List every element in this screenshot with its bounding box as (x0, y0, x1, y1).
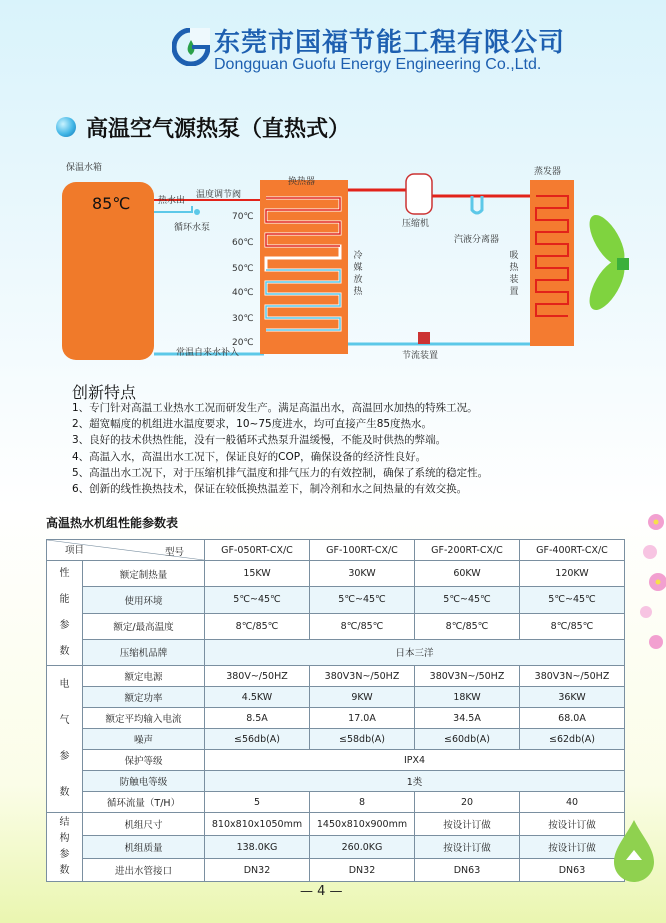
feature-item: 1、专门针对高温工业热水工况而研发生产。满足高温出水，高温回水加热的特殊工况。 (72, 402, 478, 414)
title-bullet-icon (56, 117, 76, 137)
cell: 138.0KG (205, 836, 310, 859)
heat-exchanger-label: 换热器 (288, 177, 316, 187)
refrigerant-release-label: 冷媒放热 (353, 251, 363, 297)
cell: 18KW (415, 687, 520, 708)
cell: 30KW (310, 561, 415, 587)
features-list (72, 400, 488, 497)
table-row (47, 792, 625, 813)
cell: 17.0A (310, 708, 415, 729)
cell: DN63 (415, 859, 520, 882)
table-row (47, 666, 625, 687)
cell: 8.5A (205, 708, 310, 729)
cell: 8℃/85℃ (205, 613, 310, 639)
temp-20: 20℃ (232, 338, 254, 348)
tank-temp: 85℃ (92, 194, 131, 213)
model-header: GF-100RT-CX/C (310, 540, 415, 561)
header-diagonal-cell (47, 540, 205, 561)
heat-absorb-label: 吸热装置 (509, 251, 519, 297)
table-header-row (47, 540, 625, 561)
cell: 8℃/85℃ (415, 613, 520, 639)
cell: 按设计订做 (520, 836, 625, 859)
table-row (47, 750, 625, 771)
separator-icon (472, 196, 482, 213)
features-title: 创新特点 (72, 383, 137, 402)
cell: 5℃~45℃ (520, 587, 625, 613)
throttle-label: 节流装置 (402, 351, 439, 361)
cell: DN63 (520, 859, 625, 882)
cell: 5℃~45℃ (205, 587, 310, 613)
throttle-valve-icon (418, 332, 430, 344)
company-name-en: Dongguan Guofu Energy Engineering Co.,Ltd. (214, 56, 542, 73)
cell: 34.5A (415, 708, 520, 729)
refrigerant-hot-pipe (348, 180, 412, 190)
hot-water-out-label: 热水出 (158, 196, 186, 206)
circulation-pump-icon (194, 209, 200, 215)
heat-pump-diagram (52, 160, 642, 360)
cell: 68.0A (520, 708, 625, 729)
table-row (47, 639, 625, 665)
cell: 380V3N~/50HZ (415, 666, 520, 687)
feature-item: 2、超宽幅度的机组进水温度要求，10~75度进水，均可直接产生85度热水。 (72, 418, 433, 431)
cell: 按设计订做 (415, 813, 520, 836)
row-name: 进出水管接口 (83, 859, 205, 882)
table-row (47, 708, 625, 729)
model-header: GF-050RT-CX/C (205, 540, 310, 561)
row-name: 使用环境 (83, 587, 205, 613)
cell: DN32 (205, 859, 310, 882)
cell: 5 (205, 792, 310, 813)
row-name: 额定制热量 (83, 561, 205, 587)
merged-cell: 1类 (205, 771, 625, 792)
heat-exchanger-box (260, 180, 348, 354)
header-model-label: 型号 (164, 547, 184, 558)
table-row (47, 771, 625, 792)
cell: 120KW (520, 561, 625, 587)
cell: 380V~/50HZ (205, 666, 310, 687)
row-name: 噪声 (83, 729, 205, 750)
row-name: 机组质量 (83, 836, 205, 859)
row-name: 防触电等级 (83, 771, 205, 792)
cell: 20 (415, 792, 520, 813)
flower-decoration-icon (626, 512, 666, 672)
cell: 5℃~45℃ (415, 587, 520, 613)
row-name: 额定电源 (83, 666, 205, 687)
row-name: 压缩机品牌 (83, 639, 205, 665)
cell: ≤62db(A) (520, 729, 625, 750)
row-name: 机组尺寸 (83, 813, 205, 836)
row-name: 循环流量（T/H） (83, 792, 205, 813)
cell: 8℃/85℃ (310, 613, 415, 639)
table-row (47, 729, 625, 750)
compressor-icon (406, 174, 432, 214)
row-name: 额定/最高温度 (83, 613, 205, 639)
compressor-label: 压缩机 (402, 219, 430, 229)
table-row (47, 587, 625, 613)
table-title: 高温热水机组性能参数表 (46, 516, 179, 530)
row-name: 额定平均输入电流 (83, 708, 205, 729)
model-header: GF-400RT-CX/C (520, 540, 625, 561)
cell: 15KW (205, 561, 310, 587)
cell: ≤58db(A) (310, 729, 415, 750)
temp-70: 70℃ (232, 212, 254, 222)
table-row (47, 813, 625, 836)
evaporator-label: 蒸发器 (534, 167, 562, 177)
cell: 按设计订做 (415, 836, 520, 859)
feature-item: 3、良好的技术供热性能，没有一般循环式热泵升温缓慢，不能及时供热的弊端。 (72, 434, 447, 447)
cell: 36KW (520, 687, 625, 708)
group-electrical: 电 气 参 数 (47, 666, 83, 813)
company-name-cn: 东莞市国福节能工程有限公司 (214, 28, 566, 58)
diagram-graphics (52, 160, 642, 360)
cell: 按设计订做 (520, 813, 625, 836)
cell: 1450x810x900mm (310, 813, 415, 836)
row-name: 额定功率 (83, 687, 205, 708)
group-performance: 性 能 参 数 (47, 561, 83, 666)
fan-icon (583, 210, 632, 315)
circ-pump-label: 循环水泵 (174, 223, 211, 233)
cell: 380V3N~/50HZ (310, 666, 415, 687)
cold-water-in-label: 常温自来水补入 (176, 348, 240, 358)
feature-item: 4、高温入水，高温出水工况下，保证良好的COP，确保设备的经济性良好。 (72, 450, 427, 463)
row-name: 保护等级 (83, 750, 205, 771)
cell: 380V3N~/50HZ (520, 666, 625, 687)
cell: 260.0KG (310, 836, 415, 859)
cell: ≤56db(A) (205, 729, 310, 750)
page-title: 高温空气源热泵（直热式） (86, 117, 351, 142)
merged-cell: 日本三洋 (205, 639, 625, 665)
feature-item: 6、创新的线性换热技术，保证在较低换热温差下，制冷剂和水之间热量的有效交换。 (72, 483, 468, 496)
model-header: GF-200RT-CX/C (415, 540, 520, 561)
cell: 4.5KW (205, 687, 310, 708)
temp-40: 40℃ (232, 288, 254, 298)
separator-label: 汽液分离器 (454, 235, 500, 245)
temp-50: 50℃ (232, 264, 254, 274)
cell: 40 (520, 792, 625, 813)
header-item-label: 项目 (65, 545, 85, 556)
temp-60: 60℃ (232, 238, 254, 248)
cell: DN32 (310, 859, 415, 882)
feature-item: 5、高温出水工况下，对于压缩机排气温度和排气压力的有效控制，确保了系统的稳定性。 (72, 466, 489, 479)
table-row (47, 613, 625, 639)
merged-cell: IPX4 (205, 750, 625, 771)
cell: 8℃/85℃ (520, 613, 625, 639)
tank-label: 保温水箱 (66, 163, 103, 173)
water-drop-icon (606, 816, 662, 886)
page-number: — 4 — (300, 884, 343, 899)
cell: ≤60db(A) (415, 729, 520, 750)
cell: 60KW (415, 561, 520, 587)
company-logo-icon (172, 28, 210, 66)
table-row (47, 836, 625, 859)
spec-table (46, 539, 625, 882)
temp-30: 30℃ (232, 314, 254, 324)
table-row (47, 859, 625, 882)
temp-valve-label: 温度调节阀 (196, 190, 242, 200)
table-row (47, 561, 625, 587)
cell: 810x810x1050mm (205, 813, 310, 836)
cell: 5℃~45℃ (310, 587, 415, 613)
cell: 9KW (310, 687, 415, 708)
group-structure: 结 构 参 数 (47, 813, 83, 882)
table-row (47, 687, 625, 708)
cell: 8 (310, 792, 415, 813)
